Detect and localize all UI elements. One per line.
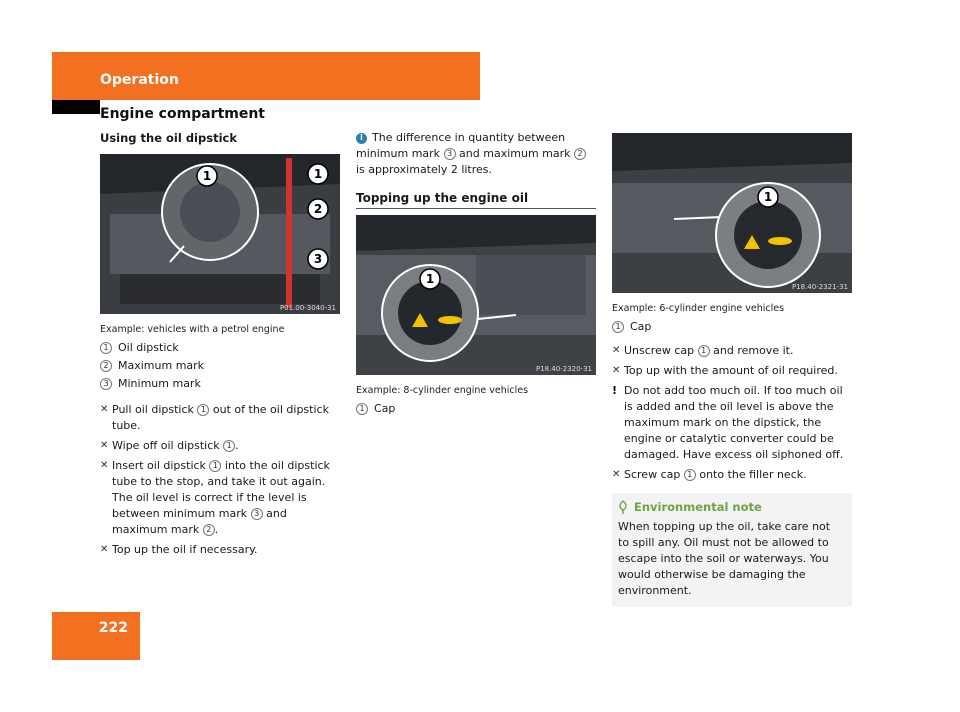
step-top-up: ✕ Top up the oil if necessary. <box>100 543 258 556</box>
arrow-x-icon: ✕ <box>100 460 109 471</box>
arrow-x-icon: ✕ <box>100 440 109 451</box>
column-1 <box>100 130 340 558</box>
svg-text:1: 1 <box>425 272 435 286</box>
step-insert-dipstick: ✕ Insert oil dipstick 1 into the oil dipstick tube to the stop, and take it out again. The oil level is correct if the level is between minimum mark 3 and maximum mark 2 . <box>100 459 330 536</box>
image-code: P01.00-3040-31 <box>279 304 336 312</box>
caption-6cyl: Example: 6-cylinder engine vehicles <box>612 303 785 314</box>
step-unscrew-cap: ✕ Unscrew cap 1 and remove it. <box>612 344 794 357</box>
arrow-x-icon: ✕ <box>612 469 621 480</box>
svg-text:1: 1 <box>202 169 212 183</box>
step-screw-cap: ✕ Screw cap 1 onto the filler neck. <box>612 468 807 481</box>
column-2 <box>356 130 596 417</box>
info-note: i The difference in quantity between minimum mark 3 and maximum mark 2 is approximately 2 litres. <box>356 130 596 178</box>
heading-dipstick: Using the oil dipstick <box>100 131 237 145</box>
image-code: P18.40-2321-31 <box>791 283 848 291</box>
legend-item: 3 Minimum mark <box>100 376 340 392</box>
warning-note: ! Do not add too much oil. If too much oil is added and the oil level is above the maximum mark on the dipstick, the engine or catalytic converter could be damaged. Have excess oil siphoned off. <box>612 384 844 461</box>
arrow-x-icon: ✕ <box>612 365 621 376</box>
step-pull-dipstick: ✕ Pull oil dipstick 1 out of the oil dipstick tube. <box>100 403 329 432</box>
engine-photo-8cyl <box>356 215 596 375</box>
step-top-up-amount: ✕ Top up with the amount of oil required. <box>612 364 838 377</box>
arrow-x-icon: ✕ <box>100 544 109 555</box>
exclamation-icon: ! <box>612 384 618 397</box>
section-title: Operation <box>100 72 179 88</box>
environmental-note: Environmental note When topping up the oil, take care not to spill any. Oil must not be allowed to escape into the soil or waterways. You would otherwise be damaging the environment. <box>612 493 852 607</box>
header-tab <box>52 100 100 114</box>
legend-item: 1 Cap <box>356 401 596 417</box>
leaf-icon <box>618 500 628 514</box>
environmental-text: When topping up the oil, take care not to spill any. Oil must not be allowed to escape into the soil or waterways. You would otherwise be damaging the environment. <box>618 520 831 597</box>
engine-photo-dipstick <box>100 154 340 314</box>
arrow-x-icon: ✕ <box>612 345 621 356</box>
arrow-x-icon: ✕ <box>100 404 109 415</box>
heading-topping-up: Topping up the engine oil <box>356 190 596 209</box>
column-3 <box>612 130 852 607</box>
legend-item: 1 Oil dipstick <box>100 340 340 356</box>
caption-8cyl: Example: 8-cylinder engine vehicles <box>356 385 529 396</box>
svg-text:1: 1 <box>313 167 323 181</box>
legend-item: 1 Cap <box>612 319 852 335</box>
step-wipe-dipstick: ✕ Wipe off oil dipstick 1 . <box>100 439 239 452</box>
image-code: P18.40-2320-31 <box>535 365 592 373</box>
legend-item: 2 Maximum mark <box>100 358 340 374</box>
svg-text:3: 3 <box>313 252 323 266</box>
info-icon: i <box>356 133 367 144</box>
caption-petrol: Example: vehicles with a petrol engine <box>100 324 285 335</box>
page-number: 222 <box>98 620 128 636</box>
engine-photo-6cyl <box>612 133 852 293</box>
subsection-title: Engine compartment <box>100 106 265 122</box>
svg-text:1: 1 <box>763 190 773 204</box>
svg-text:2: 2 <box>313 202 323 216</box>
